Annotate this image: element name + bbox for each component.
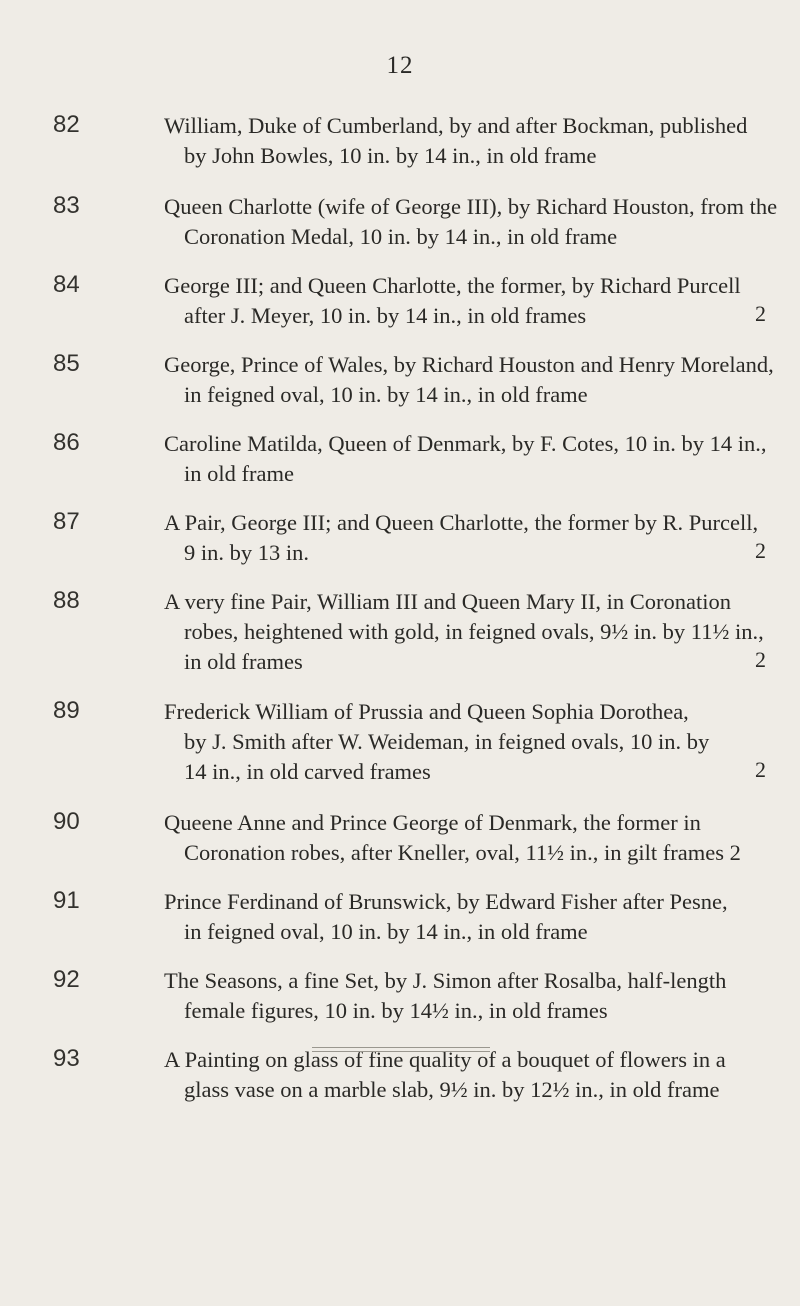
- lot-number: 85: [53, 350, 80, 377]
- lot-description: [164, 350, 774, 410]
- lot-description: [164, 508, 764, 568]
- lot-description-line: in old frames: [184, 649, 303, 674]
- page-number: 12: [386, 52, 414, 79]
- lot-quantity: 2: [755, 757, 766, 782]
- lot-quantity: 2: [755, 647, 766, 672]
- lot-description-line: glass vase on a marble slab, 9½ in. by 12½ in., in old frame: [184, 1077, 720, 1102]
- lot-number: 89: [53, 697, 80, 724]
- lot-description-line: A Painting on glass of fine quality of a bouquet of flowers in a: [164, 1047, 726, 1072]
- lot-description: [164, 1045, 764, 1105]
- lot-number: 93: [53, 1045, 80, 1072]
- lot-description-line: Coronation Medal, 10 in. by 14 in., in old frame: [184, 224, 618, 249]
- lot-quantity: 2: [755, 538, 766, 563]
- closing-rule: [312, 1047, 490, 1052]
- lot-description-line: The Seasons, a fine Set, by J. Simon after Rosalba, half-length: [164, 968, 727, 993]
- lot-number: 84: [53, 271, 80, 298]
- lot-quantity: 2: [755, 301, 766, 326]
- lot-description: [164, 271, 764, 331]
- lot-number: 87: [53, 508, 80, 535]
- lot-description-line: in feigned oval, 10 in. by 14 in., in old frame: [184, 919, 588, 944]
- lot-description-line: Queene Anne and Prince George of Denmark, the former in: [164, 810, 701, 835]
- lot-description-line: in old frame: [184, 461, 294, 486]
- lot-description: [164, 808, 764, 868]
- lot-description: [164, 587, 764, 677]
- lot-description: [164, 697, 764, 787]
- lot-description-line: in feigned oval, 10 in. by 14 in., in old frame: [184, 382, 588, 407]
- lot-number: 83: [53, 192, 80, 219]
- lot-description-line: William, Duke of Cumberland, by and after Bockman, published: [164, 113, 748, 138]
- lot-description-line: 9 in. by 13 in.: [184, 540, 310, 565]
- lot-description-line: by John Bowles, 10 in. by 14 in., in old frame: [184, 143, 597, 168]
- lot-description: [164, 111, 764, 171]
- lot-description: [164, 887, 764, 947]
- lot-number: 91: [53, 887, 80, 914]
- lot-description-line: George, Prince of Wales, by Richard Houston and Henry Moreland,: [164, 352, 774, 377]
- lot-description-line: Queen Charlotte (wife of George III), by Richard Houston, from the: [164, 194, 778, 219]
- lot-number: 88: [53, 587, 80, 614]
- lot-description-line: A very fine Pair, William III and Queen Mary II, in Coronation: [164, 589, 732, 614]
- lot-number: 86: [53, 429, 80, 456]
- lot-description-line: George III; and Queen Charlotte, the former, by Richard Purcell: [164, 273, 741, 298]
- lot-description: [164, 429, 767, 489]
- lot-description-line: female figures, 10 in. by 14½ in., in old frames: [184, 998, 608, 1023]
- lot-description-line: Frederick William of Prussia and Queen Sophia Dorothea,: [164, 699, 689, 724]
- lot-description-line: robes, heightened with gold, in feigned ovals, 9½ in. by 11½ in.,: [184, 619, 764, 644]
- lot-description-line: by J. Smith after W. Weideman, in feigned ovals, 10 in. by: [184, 729, 710, 754]
- lot-description-line: Coronation robes, after Kneller, oval, 11½ in., in gilt frames 2: [184, 840, 741, 865]
- lot-description-line: 14 in., in old carved frames: [184, 759, 431, 784]
- lot-description: [164, 192, 778, 252]
- lot-number: 90: [53, 808, 80, 835]
- lot-description-line: after J. Meyer, 10 in. by 14 in., in old frames: [184, 303, 587, 328]
- lot-description-line: A Pair, George III; and Queen Charlotte, the former by R. Purcell,: [164, 510, 759, 535]
- lot-description-line: Prince Ferdinand of Brunswick, by Edward Fisher after Pesne,: [164, 889, 728, 914]
- lot-description-line: Caroline Matilda, Queen of Denmark, by F. Cotes, 10 in. by 14 in.,: [164, 431, 767, 456]
- lot-number: 92: [53, 966, 80, 993]
- lot-number: 82: [53, 111, 80, 138]
- lot-description: [164, 966, 764, 1026]
